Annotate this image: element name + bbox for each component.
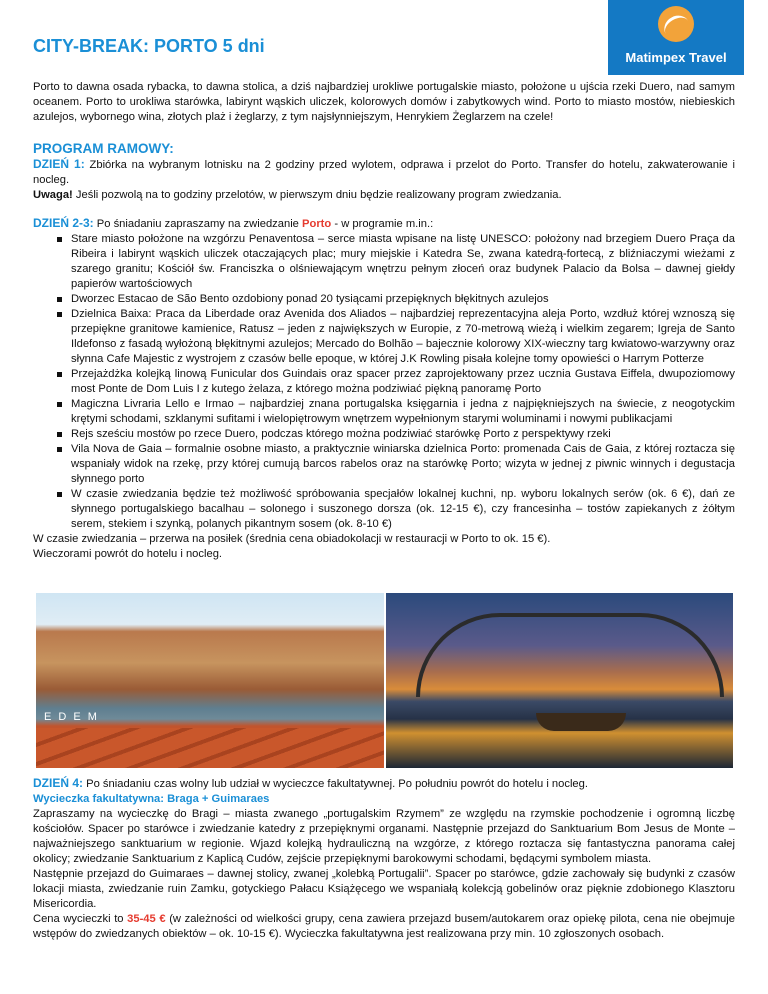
photo-porto-bridge-night — [386, 593, 733, 768]
excursion-price: 35-45 € — [127, 913, 166, 925]
logo-sun-icon — [658, 6, 694, 42]
day1-text: Zbiórka na wybranym lotnisku na 2 godziny przed wylotem, odprawa i przelot do Porto. Transfer do hotelu, zakwaterowanie i nocleg. — [33, 159, 735, 186]
list-item: W czasie zwiedzania będzie też możliwość spróbowania specjałów lokalnej kuchni, np. wyboru lokalnych serów (ok. 6 €), dań ze słynnego portugalskiego bacalhau – solonego i suszonego dorsza (ok. 12-15 €), czy francesinha – tostów zapiekanych z żółtym serem, stekiem i szynką, polanych pikantnym sosem (ok. 8-10 €) — [71, 488, 735, 530]
excursion-title: Wycieczka fakultatywna: Braga + Guimaraes — [33, 793, 270, 805]
excursion-price-text: Cena wycieczki to — [33, 913, 124, 925]
day4-text: Po śniadaniu czas wolny lub udział w wycieczce fakultatywnej. Po południu powrót do hotelu i nocleg. — [86, 778, 588, 790]
lunch-note: W czasie zwiedzania – przerwa na posiłek (średnia cena obiadokolacji w restauracji w Porto to ok. 15 €). — [33, 533, 551, 545]
day23-city: Porto — [302, 218, 332, 230]
list-item: Dzielnica Baixa: Praca da Liberdade oraz Avenida dos Aliados – najbardziej reprezentacyjna aleja Porto, wzdłuż której wznoszą się przepiękne granitowe kamienice, Ratusz – jeden z największych w Europie, z 70-metrową wieżą i wielkim zegarem; Igreja de Santo Ildefonso z fasadą wyłożoną błękitnymi azulejos; Mercado do Bolhão – bajecznie kolorowy XIX-wieczny targ kwiatowo-warzywny oraz słynna Cafe Majestic z wystrojem z czasów belle epoque, w której J.K Rowling pisała kolejne tomy opowieści o Harrym Potterze — [71, 308, 735, 365]
day4-label: DZIEŃ 4: — [33, 776, 84, 790]
program-heading: PROGRAM RAMOWY: — [33, 141, 174, 156]
intro-paragraph: Porto to dawna osada rybacka, to dawna stolica, a dziś najbardziej urokliwe portugalskie miasto, położone u ujścia rzeki Duero, nad samym oceanem. Porto to urokliwa starówka, labirynt wąskich uliczek, kolorowych domów i zabytkowych wind. Porto to miasto mostów, niebieskich azulejos, wybornego wina, złotych plaż i żeglarzy, z tym najsłynniejszym, Henrykiem Żeglarzem na czele! — [33, 81, 735, 123]
list-item: Magiczna Livraria Lello e Irmao – najbardziej znana portugalska księgarnia i jedna z najpiękniejszych na świecie, z neogotyckim krętymi schodami, szklanymi sufitami i wielopiętrowym wnętrzem wypełnionym starymi woluminami i nowymi publikacjami — [71, 398, 735, 425]
excursion-paragraph-2: Następnie przejazd do Guimaraes – dawnej stolicy, zwanej „kolebką Portugalii”. Spacer po starówce, gdzie zachowały się budynki z czasów lokacji miasta, zwiedzanie ruin Zamku, gotyckiego Pałacu Książęcego we wspaniałą kolekcją gobelinów oraz pięknie zdobionego Klasztoru Misericordia. — [33, 868, 735, 910]
list-item: Rejs sześciu mostów po rzece Duero, podczas którego można podziwiać starówkę Porto z perspektywy rzeki — [71, 427, 735, 442]
list-item: Vila Nova de Gaia – formalnie osobne miasto, a praktycznie winiarska dzielnica Porto: promenada Cais de Gaia, z której roztacza się wspaniały widok na rzekę, przy której cumują barcos rabelos oraz na starówkę Porto; wizyta w jednej z piwnic winnych i degustacja słynnego porto — [71, 443, 735, 485]
day23-label: DZIEŃ 2-3: — [33, 216, 94, 230]
sightseeing-list — [33, 232, 735, 532]
day4-block — [33, 776, 735, 942]
day1-note: Jeśli pozwolą na to godziny przelotów, w pierwszym dniu będzie realizowany program zwiedzania. — [75, 189, 562, 201]
photo-sign: E D E M — [44, 711, 99, 723]
day1-block — [33, 157, 735, 203]
day23-text: Po śniadaniu zapraszamy na zwiedzanie — [96, 218, 299, 230]
list-item: Dworzec Estacao de São Bento ozdobiony ponad 20 tysiącami przepięknych błękitnych azulejos — [71, 292, 735, 307]
evening-note: Wieczorami powrót do hotelu i nocleg. — [33, 548, 223, 560]
excursion-price-details: (w zależności od wielkości grupy, cena zawiera przejazd busem/autokarem oraz opiekę pilota, cena nie obejmuje wstępów do zwiedzanych obiektów – ok. 10-15 €). Wycieczka fakultatywna jest realizowana przy min. 10 zgłoszonych osobach. — [33, 913, 735, 940]
photo-porto-old-town — [36, 593, 384, 768]
logo-text: Matimpex Travel — [625, 50, 727, 65]
bridge-arch — [416, 613, 724, 697]
list-item: Przejażdżka kolejką linową Funicular dos Guindais oraz spacer przez zaprojektowany przez ucznia Gustava Eiffela, dwupoziomowy most Ponte de Dom Luis I z kutego żelaza, z którego można podziwiać piękną panoramę Porto — [71, 368, 735, 395]
day1-note-label: Uwaga! — [33, 189, 73, 201]
list-item: Stare miasto położone na wzgórzu Penaventosa – serce miasta wpisane na listę UNESCO: położony nad brzegiem Duero Praça da Ribeira i labirynt wąskich uliczek otaczających plac; mury miejskie i Katedra Se, zwana katedrą-fortecą, z bliźniaczymi wieżami z szarego granitu; Kościół św. Franciszka o olśniewającym wnętrzu pełnym złoceń oraz budynek Palacio da Bolsa – dawnej giełdy papierów wartościowych — [71, 233, 735, 290]
day23-text-b: - w programie m.in.: — [334, 218, 434, 230]
page-title: CITY-BREAK: PORTO 5 dni — [33, 36, 265, 56]
day23-block — [33, 216, 735, 562]
day1-label: DZIEŃ 1: — [33, 157, 85, 171]
company-logo — [608, 0, 744, 75]
excursion-paragraph-1: Zapraszamy na wycieczkę do Bragi – miasta zwanego „portugalskim Rzymem” ze względu na rzymskie pochodzenie i ogromną liczbę kościołów. Spacer po starówce i zwiedzanie katedry z przepięknymi organami. Następnie przejazd do Sanktuarium Bom Jesus de Monte – najważniejszego sanktuarium w regionie. Wjazd kolejką hydrauliczną na wzgórze, z którego roztacza się fantastyczna panorama całej okolicy; zwiedzanie Sanktuarium z Kaplicą Cudów, zejście przepięknymi barokowymi schodami, będącymi symbolem miasta. — [33, 808, 735, 865]
roof-tiles — [36, 728, 384, 768]
rabelo-boat — [536, 713, 626, 731]
